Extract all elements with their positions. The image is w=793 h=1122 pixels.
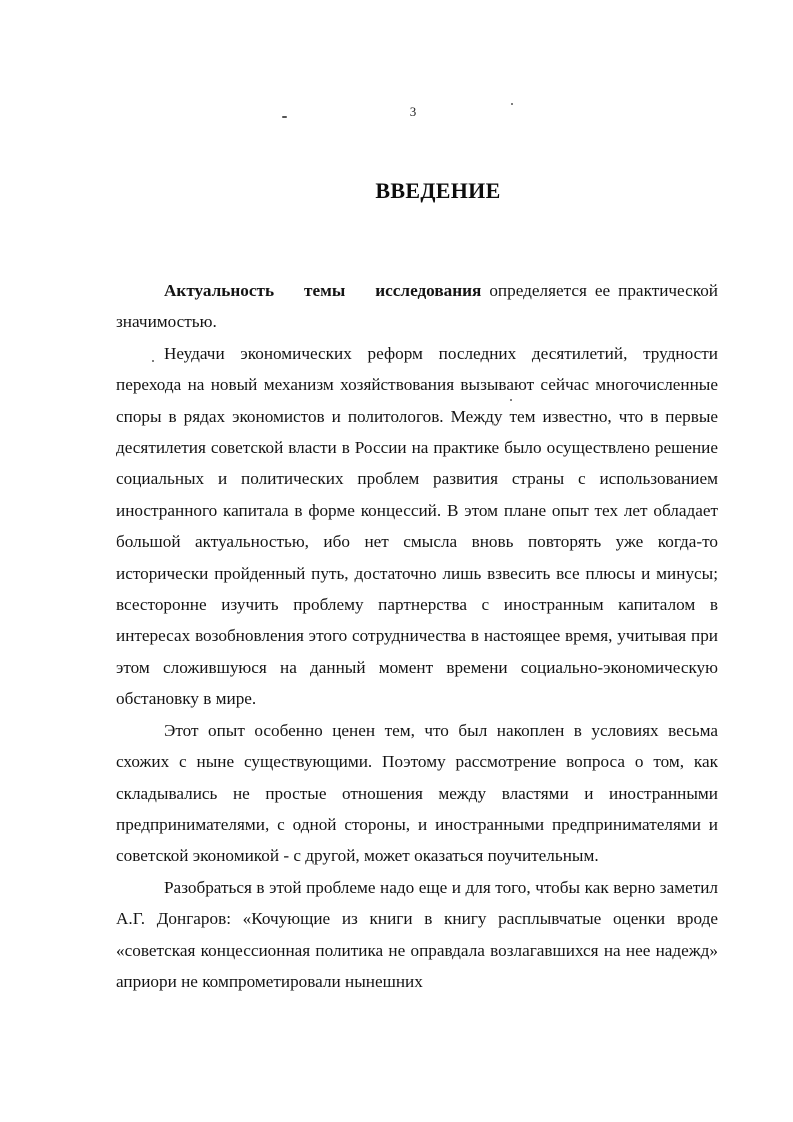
page-title: ВВЕДЕНИЕ bbox=[375, 178, 501, 203]
paragraph-text: определяется ее практической значимостью. bbox=[116, 281, 718, 332]
bold-lead-term: Актуальность темы исследования bbox=[164, 281, 482, 300]
page-number: 3 bbox=[409, 104, 417, 119]
paragraph-relevance bbox=[116, 275, 718, 338]
paragraph: Неудачи экономических реформ последних десятилетий, трудности перехода на новый механизм хозяйствования вызывают сейчас многочисленные споры в рядах экономистов и политологов. Между тем известно, что в первые десятилетия советской власти в России на практике было осуществлено решение социальных и политических проблем развития страны с использованием иностранного капитала в форме концессий. В этом плане опыт тех лет обладает большой актуальностью, ибо нет смысла вновь повторять уже когда-то исторически пройденный путь, достаточно лишь взвесить все плюсы и минусы; всесторонне изучить проблему партнерства с иностранным капиталом в интересах возобновления этого сотрудничества в настоящее время, учитывая при этом сложившуюся на данный момент времени социально-экономическую обстановку в мире. bbox=[116, 343, 718, 709]
body-text bbox=[116, 275, 718, 997]
paragraph: Этот опыт особенно ценен тем, что был накоплен в условиях весьма схожих с ныне существующими. Поэтому рассмотрение вопроса о том, как складывались не простые отношения между властями и иностранными предпринимателями, с одной стороны, и иностранными предпринимателями и советской экономикой - с другой, может оказаться поучительным. bbox=[116, 720, 718, 866]
paragraph: Разобраться в этой проблеме надо еще и для того, чтобы как верно заметил А.Г. Донгаров: «Кочующие из книги в книгу расплывчатые оценки вроде «советская концессионная политика не оправдала возлагавшихся на нее надежд» априори не компрометировали нынешних bbox=[116, 877, 718, 991]
